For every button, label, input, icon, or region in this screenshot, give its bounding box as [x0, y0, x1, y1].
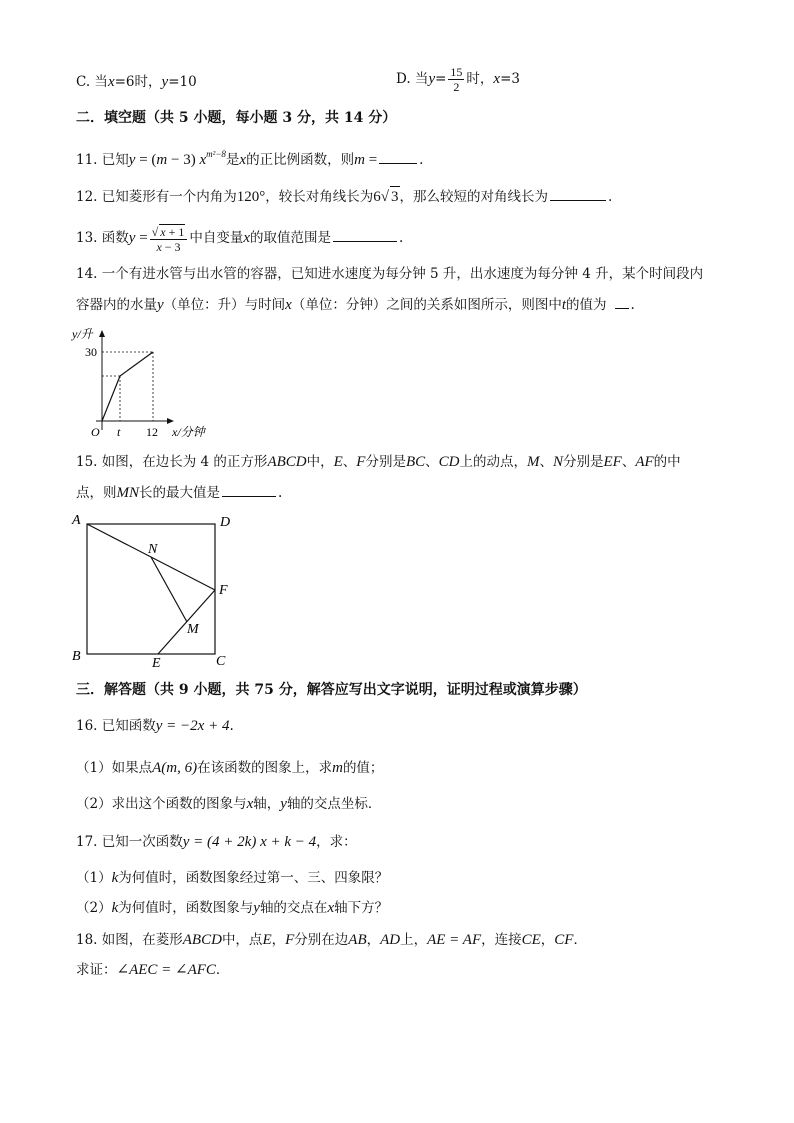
answer-blank[interactable] — [615, 294, 629, 309]
fraction: $\frac{15}{2}$ — [450, 65, 463, 94]
y-tick-30: 30 — [85, 345, 97, 359]
x-axis-arrow — [167, 418, 174, 424]
square-figure — [66, 510, 246, 670]
question-17-part-2: （2）k为何值时，函数图象与y轴的交点在x轴下方？ — [76, 900, 389, 916]
question-12: 12. 已知菱形有一个内角为120°，较长对角线长为6√ 3，那么较短的对角线长为 . — [76, 186, 612, 207]
sqrt-sign: √ — [380, 189, 389, 205]
section-2-title: 二．填空题（共 5 小题，每小题 3 分，共 14 分） — [76, 110, 397, 126]
series-line — [102, 352, 153, 421]
label-a: A — [72, 513, 81, 528]
fraction: $\frac{√ x + 1}{x - 3}$ — [150, 224, 188, 254]
label-f: F — [219, 583, 228, 598]
x-tick-t: t — [117, 425, 121, 439]
question-18: 18. 如图，在菱形ABCD中，点E，F分别在边AB，AD上，AE = AF，连接CE，CF． — [76, 932, 587, 948]
question-17-part-1: （1）k为何值时，函数图象经过第一、三、四象限？ — [76, 870, 389, 886]
x-axis-label: x/分钟 — [172, 425, 205, 439]
question-14-line-2: 容器内的水量y（单位：升）与时间x（单位：分钟）之间的关系如图所示，则图中t的值为 . — [76, 294, 635, 315]
x-tick-12: 12 — [146, 425, 158, 439]
answer-blank[interactable] — [379, 149, 417, 164]
option-d: D. 当y= $\frac{15}{2}$ 时，x=3 — [396, 65, 520, 94]
question-18-proof: 求证：∠AEC = ∠AFC． — [76, 962, 230, 978]
answer-blank[interactable] — [222, 482, 276, 497]
label-b: B — [72, 649, 81, 664]
question-17: 17. 已知一次函数y = (4 + 2k) x + k − 4，求： — [76, 834, 357, 850]
sqrt-sign: √ — [151, 224, 159, 239]
question-15-line-2: 点，则MN长的最大值是 . — [76, 482, 282, 503]
question-14-line-1: 14. 一个有进水管与出水管的容器，已知进水速度为每分钟 5 升，出水速度为每分钟 4 升，某个时间段内 — [76, 266, 704, 282]
label-e: E — [152, 656, 161, 670]
question-16-part-2: （2）求出这个函数的图象与x轴，y轴的交点坐标． — [76, 796, 382, 812]
question-15-line-1: 15. 如图，在边长为 4 的正方形ABCD中，E、F分别是BC、CD上的动点，M、N分别是EF、AF的中 — [76, 454, 681, 470]
water-volume-graph — [66, 322, 226, 444]
y-axis-label: y/升 — [72, 327, 93, 341]
question-11: 11. 已知y = (m − 3) $x^{m^2-8}$是x的正比例函数，则m = . — [76, 149, 424, 168]
question-16: 16. 已知函数y = −2x + 4. — [76, 718, 234, 734]
question-13: 13. 函数y = $\frac{√ x + 1}{x - 3}$ 中自变量x的取值范围是 . — [76, 224, 404, 254]
section-3-title: 三．解答题（共 9 小题，共 75 分，解答应写出文字说明，证明过程或演算步骤） — [76, 682, 587, 698]
answer-blank[interactable] — [550, 186, 606, 201]
answer-blank[interactable] — [333, 227, 397, 242]
label-m: M — [187, 622, 199, 637]
question-16-part-1: （1）如果点A(m, 6)在该函数的图象上，求m的值； — [76, 760, 384, 776]
label-c: C — [216, 654, 226, 669]
option-c: C. 当x=6时，y=10 — [76, 74, 197, 90]
y-axis-arrow — [99, 330, 105, 337]
label-d: D — [220, 515, 231, 530]
origin-label: O — [91, 425, 100, 439]
label-n: N — [148, 542, 158, 557]
